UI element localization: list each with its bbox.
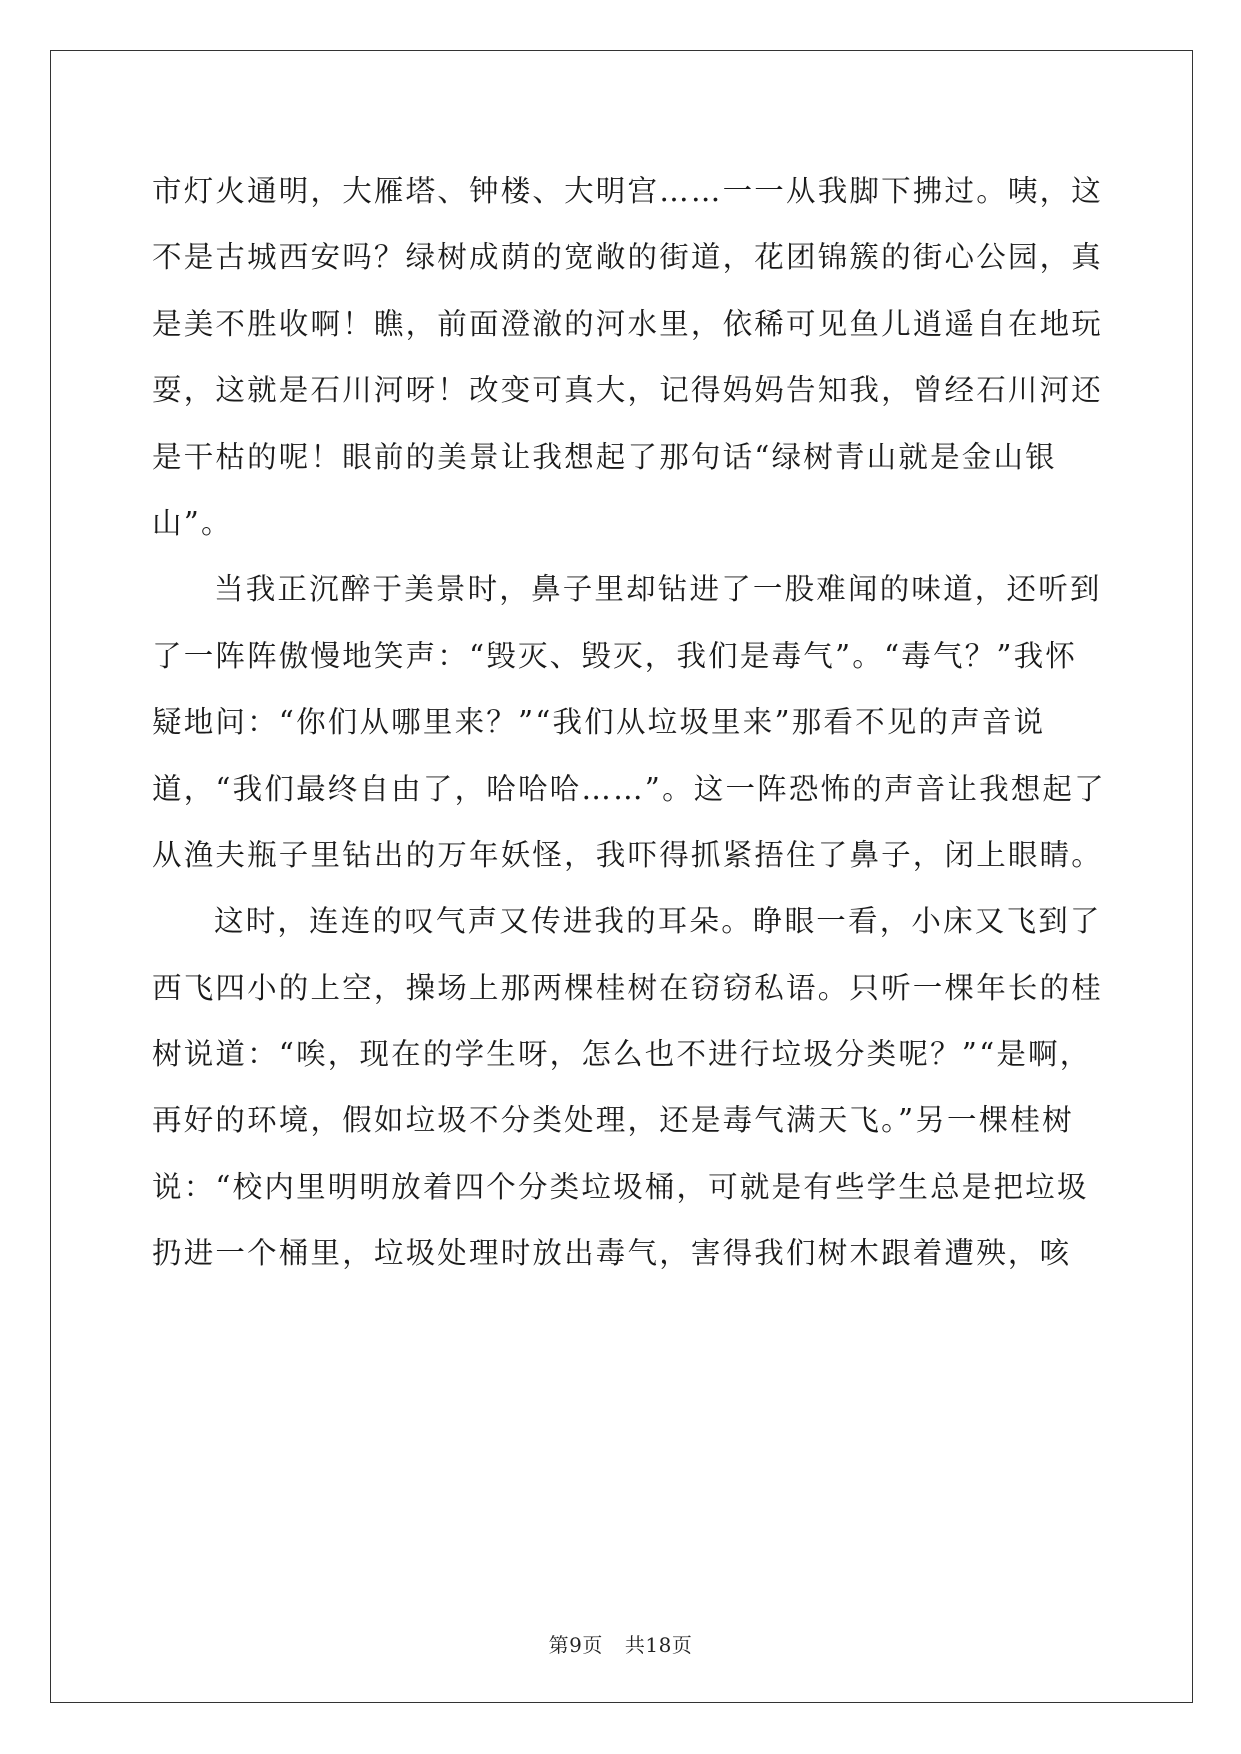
text-line: 不是古城西安吗？绿树成荫的宽敞的街道，花团锦簇的街心公园，真 (152, 240, 1104, 275)
text-line: 道，“我们最终自由了，哈哈哈……”。这一阵恐怖的声音让我想起了 (152, 771, 1106, 806)
page-total: 共18页 (624, 1633, 693, 1657)
text-line: 说：“校内里明明放着四个分类垃圾桶，可就是有些学生总是把垃圾 (152, 1169, 1089, 1204)
text-line: 再好的环境，假如垃圾不分类处理，还是毒气满天飞。”另一棵桂树 (152, 1103, 1074, 1138)
text-line: 扔进一个桶里，垃圾处理时放出毒气，害得我们树木跟着遭殃，咳 (152, 1236, 1072, 1271)
document-body (152, 158, 1106, 1287)
text-line: 市灯火通明，大雁塔、钟楼、大明宫……一一从我脚下拂过。咦，这 (152, 174, 1104, 208)
paragraph-3 (152, 888, 1104, 1286)
text-line: 耍，这就是石川河呀！改变可真大，记得妈妈告知我，曾经石川河还 (152, 373, 1104, 408)
paragraph-1 (152, 158, 1104, 556)
text-line: 山”。 (152, 505, 233, 540)
text-line: 是美不胜收啊！瞧，前面澄澈的河水里，依稀可见鱼儿逍遥自在地玩 (152, 306, 1104, 341)
text-line: 是干枯的呢！眼前的美景让我想起了那句话“绿树青山就是金山银 (152, 439, 1057, 474)
page-number: 第9页 (548, 1633, 603, 1657)
text-line: 当我正沉醉于美景时，鼻子里却钻进了一股难闻的味道，还听到 (214, 572, 1102, 607)
text-line: 这时，连连的叹气声又传进我的耳朵。睁眼一看，小床又飞到了 (214, 904, 1102, 939)
page-footer (0, 1629, 1241, 1658)
text-line: 了一阵阵傲慢地笑声：“毁灭、毁灭，我们是毒气”。“毒气？”我怀 (152, 638, 1078, 673)
text-line: 从渔夫瓶子里钻出的万年妖怪，我吓得抓紧捂住了鼻子，闭上眼睛。 (152, 837, 1104, 872)
text-line: 疑地问：“你们从哪里来？”“我们从垃圾里来”那看不见的声音说 (152, 705, 1046, 740)
text-line: 树说道：“唉，现在的学生呀，怎么也不进行垃圾分类呢？”“是啊， (152, 1037, 1092, 1072)
text-line: 西飞四小的上空，操场上那两棵桂树在窃窃私语。只听一棵年长的桂 (152, 970, 1104, 1005)
paragraph-2 (152, 556, 1106, 888)
